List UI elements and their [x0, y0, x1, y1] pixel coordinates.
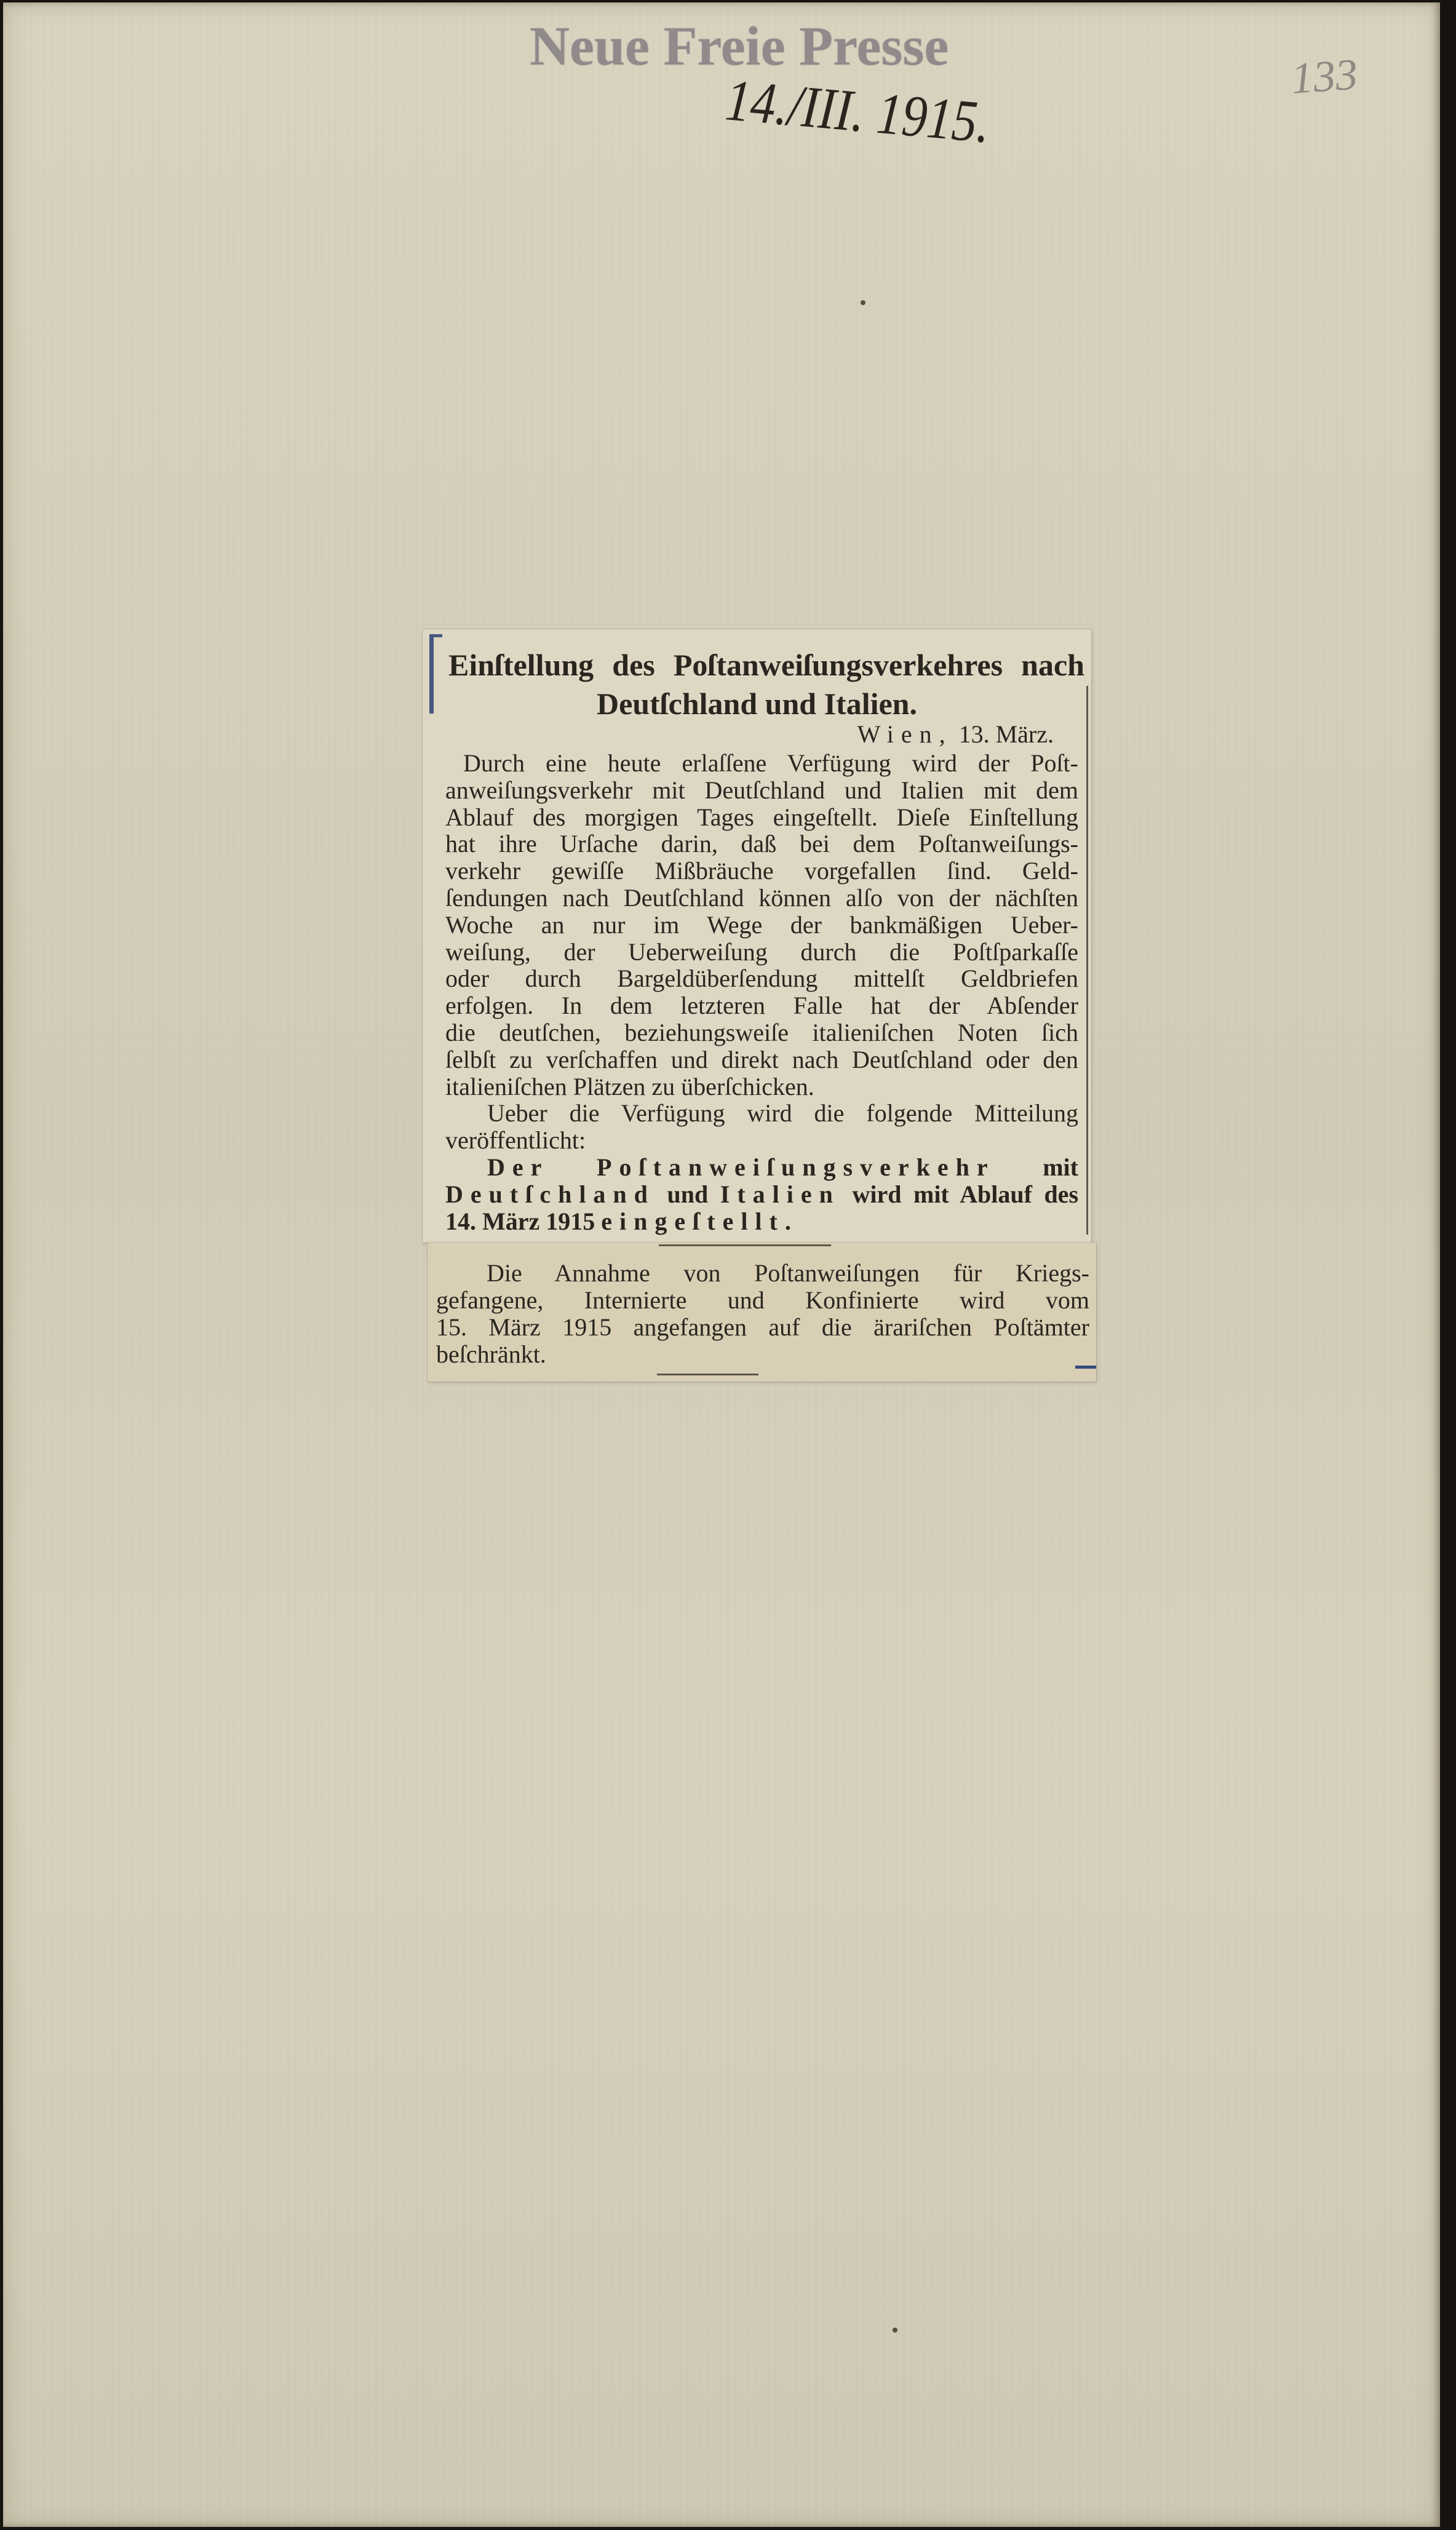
dateline-date: 13. März.: [958, 720, 1054, 748]
text-line: 15. März 1915 angefangen auf die ärariſchen Poſtämter: [436, 1313, 1089, 1341]
newspaper-name-stamp: Neue Freie Presse: [530, 16, 949, 77]
text-line: Woche an nur im Wege der bankmäßigen Ueber-: [445, 910, 1078, 939]
text-line: ſendungen nach Deutſchland können alſo von der nächſten: [445, 883, 1078, 912]
letterspaced-word: Poſtanweiſungsverkehr: [597, 1153, 995, 1181]
emphasized-paragraph: [445, 1154, 1078, 1235]
paper-speck: [861, 300, 865, 305]
text-line: [445, 1208, 1078, 1235]
text-segment: mit: [1043, 1153, 1078, 1181]
notice-body: [436, 1260, 1089, 1368]
text-line: [445, 1154, 1078, 1181]
newspaper-clipping: [423, 629, 1099, 1386]
text-line: die deutſchen, beziehungsweiſe italieniſchen Noten ſich: [445, 1018, 1078, 1046]
paper-speck: [893, 2328, 897, 2333]
text-line: Die Annahme von Poſtanweiſungen für Kriegs-: [487, 1259, 1089, 1287]
text-line: erfolgen. In dem letzteren Falle hat der Abſender: [445, 992, 1078, 1020]
text-segment: und: [667, 1180, 709, 1208]
blue-pencil-mark: [1075, 1366, 1096, 1369]
letterspaced-word: Der: [487, 1153, 549, 1181]
notice-clipping: [428, 1243, 1096, 1382]
letterspaced-word: Deutſchland: [445, 1180, 655, 1208]
text-line: oder durch Bargeldüberſendung mittelſt Geldbriefen: [445, 965, 1078, 993]
text-line: beſchränkt.: [436, 1340, 546, 1368]
column-rule: [1086, 686, 1088, 1235]
handwritten-date: 14./III. 1915.: [723, 66, 993, 156]
text-line: Ablauf des morgigen Tages eingeſtellt. Dieſe Einſtellung: [445, 803, 1078, 831]
text-line: Ueber die Verfügung wird die folgende Mitteilung: [487, 1099, 1078, 1128]
dateline: [445, 721, 1054, 748]
text-line: Durch eine heute erlaſſene Verfügung wird der Poſt-: [463, 749, 1078, 777]
text-line: hat ihre Urſache darin, daß bei dem Poſtanweiſungs-: [445, 830, 1078, 858]
notice-end-rule: [657, 1374, 758, 1375]
letterspaced-word: eingeſtellt.: [601, 1207, 798, 1235]
text-line: veröffentlicht:: [445, 1126, 586, 1155]
headline-line: Einſtellung des Poſtanweiſungsverkehres nach: [448, 648, 1084, 682]
text-line: verkehr gewiſſe Mißbräuche vorgefallen ſind. Geld-: [445, 857, 1078, 885]
text-line: anweiſungsverkehr mit Deutſchland und Italien mit dem: [445, 776, 1078, 804]
paragraph: [445, 750, 1078, 1100]
dateline-place: Wien,: [857, 720, 953, 748]
text-line: weiſung, der Ueberweiſung durch die Poſtſparkaſſe: [445, 937, 1078, 966]
paragraph: [445, 1100, 1078, 1154]
text-line: gefangene, Internierte und Konfinierte wird vom: [436, 1286, 1089, 1314]
archive-sheet: [3, 2, 1440, 2527]
article-end-rule: [659, 1244, 831, 1246]
text-line: [445, 1181, 1078, 1208]
article-body: [445, 750, 1078, 1235]
text-line: ſelbſt zu verſchaffen und direkt nach Deutſchland oder den: [445, 1045, 1078, 1073]
folio-number: 133: [1289, 49, 1359, 103]
text-segment: wird mit Ablauf des: [852, 1180, 1079, 1208]
headline-line: Deutſchland und Italien.: [597, 686, 917, 721]
text-line: italieniſchen Plätzen zu überſchicken.: [445, 1072, 814, 1100]
article-clipping: [423, 629, 1091, 1243]
paragraph: [436, 1260, 1089, 1368]
letterspaced-word: Italien: [720, 1180, 840, 1208]
text-segment: 14. März 1915: [445, 1207, 595, 1235]
